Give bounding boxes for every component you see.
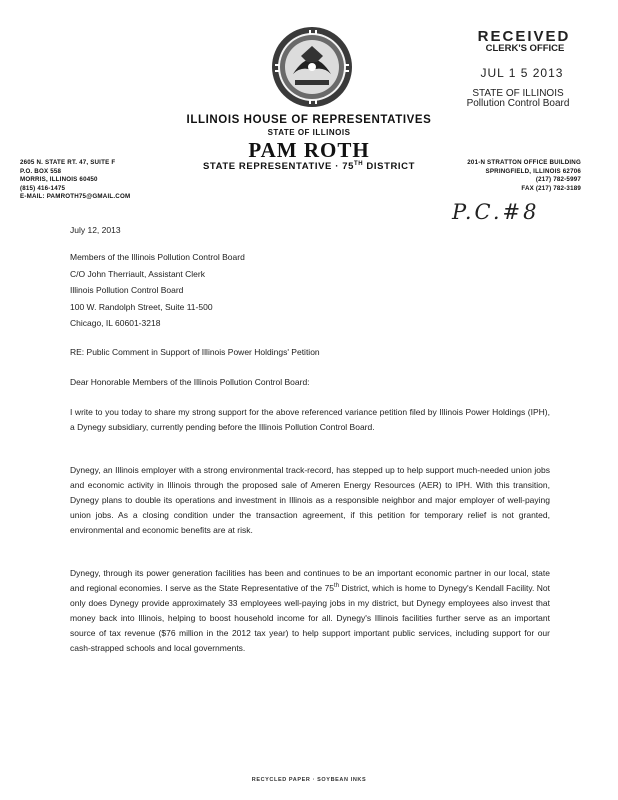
stamp-received: RECEIVED	[477, 28, 571, 45]
illinois-house-seal	[271, 26, 353, 108]
address-line: E-MAIL: PAMROTH75@GMAIL.COM	[20, 193, 131, 201]
paragraph-3-part-1: Dynegy, through its power generation facilities has been and continues to be an important economic partner in our local, state and regional economies. I serve as the State Representative of the 75	[70, 568, 550, 593]
stamp-date: JUL 1 5 2013	[480, 66, 564, 80]
stamp-clerks-office: CLERK'S OFFICE	[485, 43, 565, 54]
recipient-line: 100 W. Randolph Street, Suite 11-500	[70, 301, 213, 312]
recipient-block	[70, 249, 245, 332]
letterhead-house: ILLINOIS HOUSE OF REPRESENTATIVES	[186, 114, 432, 126]
district-sup: TH	[353, 160, 364, 167]
district-prefix: STATE REPRESENTATIVE · 75	[202, 161, 354, 172]
paragraph-3-part-2: District, which is home to Dynegy's Kendall Facility. Not only does Dynegy provide approximately 33 employees well-paying jobs in my district, but Dynegy employees also invest that money back into Illinois, helping to boost household income for all. Dynegy's Illinois facilities further serve as an important source of tax revenue ($76 million in the 2012 tax year) to help support important public services, including support for our cash-strapped schools and local governments.	[70, 583, 550, 653]
recipient-line: Illinois Pollution Control Board	[70, 285, 184, 295]
stamp-board: Pollution Control Board	[466, 98, 570, 109]
address-line: FAX (217) 782-3189	[521, 184, 581, 192]
address-line: (815) 416-1475	[20, 184, 66, 192]
address-line: (217) 782-5997	[535, 176, 581, 184]
paragraph-3	[70, 566, 550, 656]
received-stamp	[448, 28, 588, 109]
footer-recycled: RECYCLED PAPER · SOYBEAN INKS	[251, 777, 367, 783]
re-line: RE: Public Comment in Support of Illinois Power Holdings' Petition	[70, 347, 320, 357]
paragraph-2: Dynegy, an Illinois employer with a strong environmental track-record, has stepped up to help support much-needed union jobs and economic activity in Illinois through the proposed sale of Ameren Energy Resources (AER) to IPH. With this transition, Dynegy plans to double its operations and investment in Illinois as a responsible neighbor and major employer of well-paying union jobs. As a closing condition under the transaction agreement, if this petition for temporary relief is not granted, environmental and economic benefits are at risk.	[70, 465, 550, 535]
springfield-office-address	[467, 159, 581, 193]
recipient-line: C/O John Therriault, Assistant Clerk	[70, 268, 205, 279]
letter-date: July 12, 2013	[70, 225, 121, 235]
letterhead-state-of: STATE OF ILLINOIS	[267, 128, 351, 137]
address-line: 201-N STRATTON OFFICE BUILDING	[467, 159, 581, 166]
handwritten-pc-number: P.C.#8	[452, 200, 540, 224]
paragraph-3-sup: th	[334, 583, 340, 590]
paragraph-1: I write to you today to share my strong support for the above referenced variance petition filed by Illinois Power Holdings (IPH), a Dynegy subsidiary, currently pending before the Illinois Pollution Control Board.	[70, 407, 550, 432]
district-suffix: DISTRICT	[363, 161, 416, 172]
recipient-line: Members of the Illinois Pollution Control Board	[70, 252, 245, 262]
address-line: P.O. BOX 558	[20, 167, 62, 175]
district-office-address	[20, 159, 130, 202]
stamp-state: STATE OF ILLINOIS	[472, 88, 564, 99]
address-line: 2605 N. STATE RT. 47, SUITE F	[20, 159, 116, 166]
address-line: MORRIS, ILLINOIS 60450	[20, 176, 98, 184]
letterhead-name: PAM ROTH	[248, 138, 370, 162]
address-line: SPRINGFIELD, ILLINOIS 62706	[485, 167, 581, 175]
salutation: Dear Honorable Members of the Illinois Pollution Control Board:	[70, 377, 310, 387]
recipient-line: Chicago, IL 60601-3218	[70, 318, 161, 328]
